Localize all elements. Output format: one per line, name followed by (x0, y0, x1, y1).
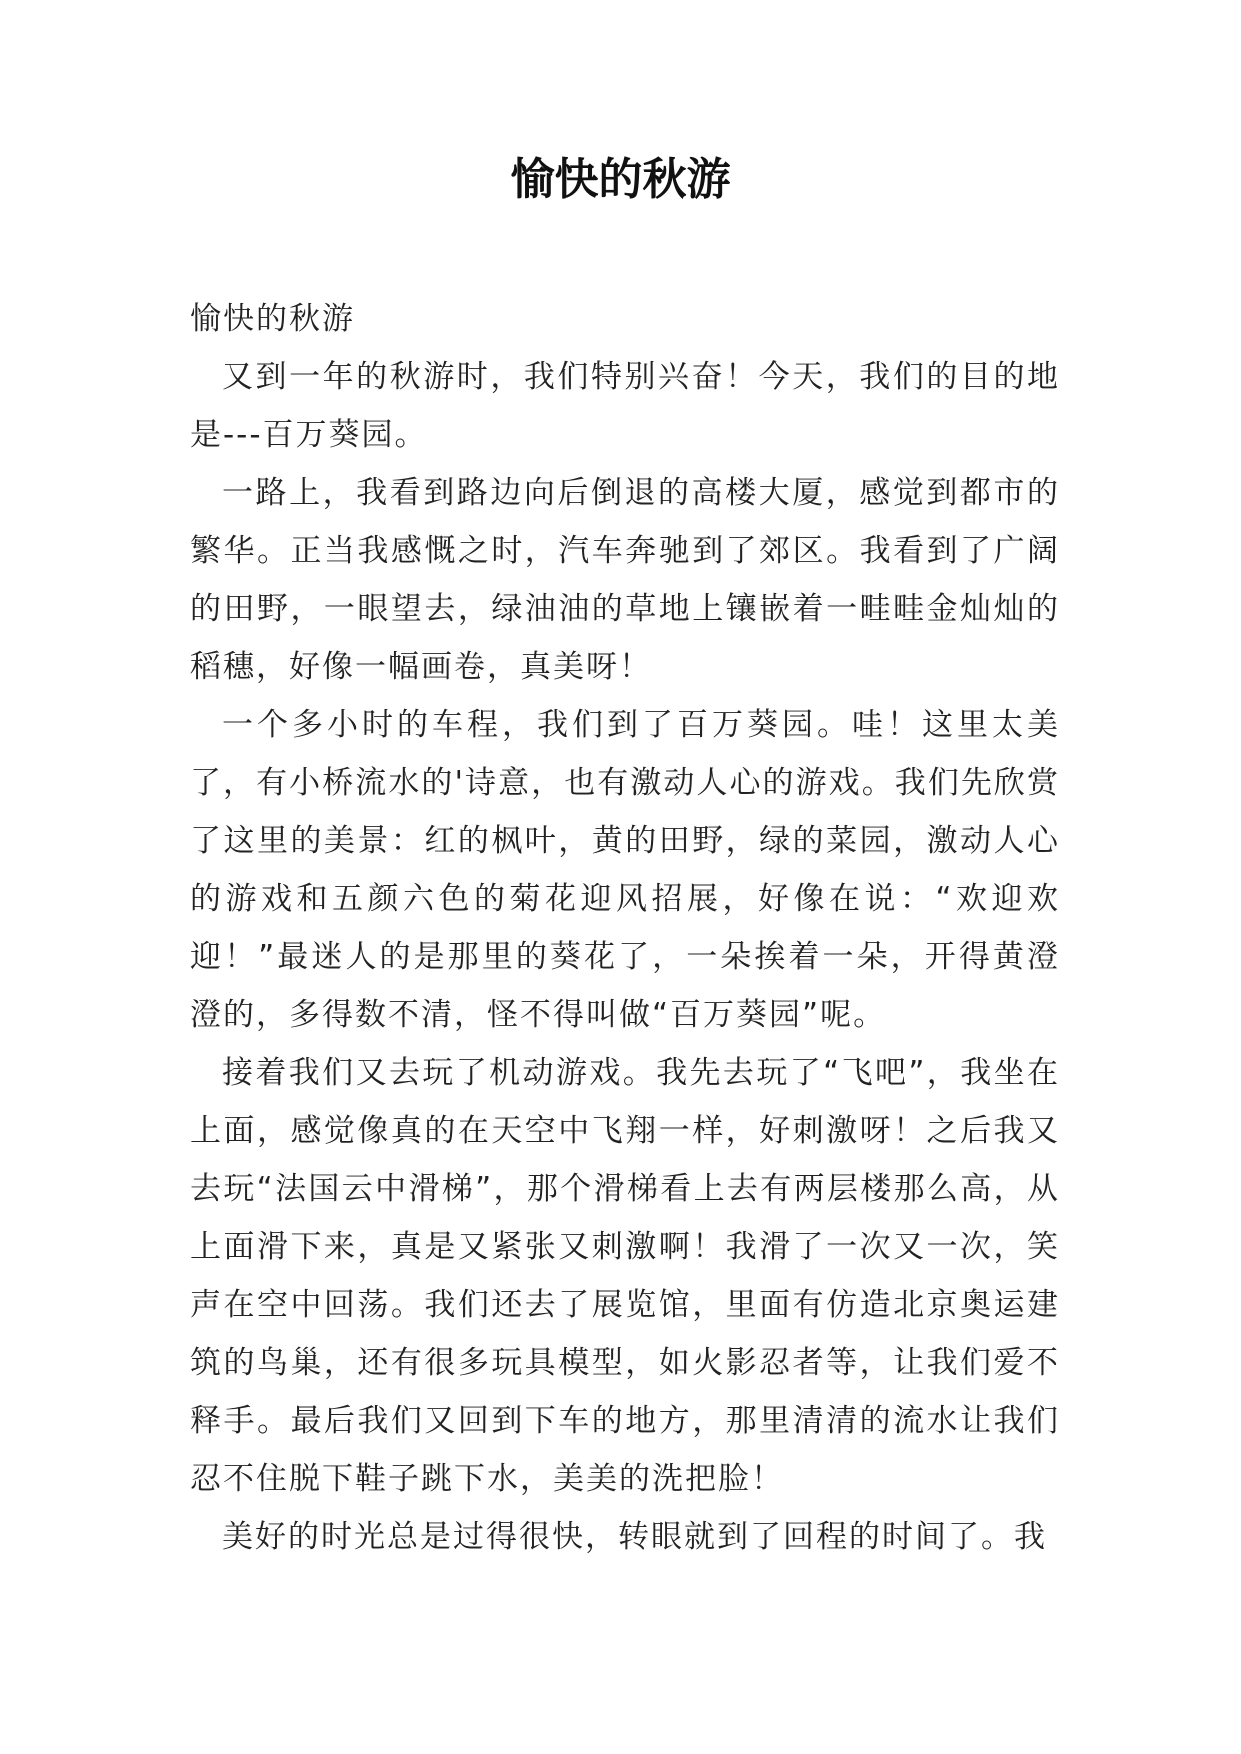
paragraph-2: 一路上，我看到路边向后倒退的高楼大厦，感觉到都市的繁华。正当我感慨之时，汽车奔驰到了郊区。我看到了广阔的田野，一眼望去，绿油油的草地上镶嵌着一畦畦金灿灿的稻穗，好像一幅画卷，真美呀！ (190, 475, 1060, 685)
document-subtitle: 愉快的秋游 (190, 301, 355, 337)
paragraph-5: 美好的时光总是过得很快，转眼就到了回程的时间了。我 (222, 1519, 1047, 1555)
document-title: 愉快的秋游 (510, 154, 731, 205)
paragraph-3: 一个多小时的车程，我们到了百万葵园。哇！这里太美了，有小桥流水的'诗意，也有激动人心的游戏。我们先欣赏了这里的美景：红的枫叶，黄的田野，绿的菜园，激动人心的游戏和五颜六色的菊花迎风招展，好像在说：“欢迎欢迎！”最迷人的是那里的葵花了，一朵挨着一朵，开得黄澄澄的，多得数不清，怪不得叫做“百万葵园”呢。 (190, 707, 1060, 1033)
document-body (190, 290, 1060, 1566)
paragraph-1: 又到一年的秋游时，我们特别兴奋！今天，我们的目的地是---百万葵园。 (190, 359, 1060, 453)
paragraph-4: 接着我们又去玩了机动游戏。我先去玩了“飞吧”，我坐在上面，感觉像真的在天空中飞翔一样，好刺激呀！之后我又去玩“法国云中滑梯”，那个滑梯看上去有两层楼那么高，从上面滑下来，真是又紧张又刺激啊！我滑了一次又一次，笑声在空中回荡。我们还去了展览馆，里面有仿造北京奥运建筑的鸟巢，还有很多玩具模型，如火影忍者等，让我们爱不释手。最后我们又回到下车的地方，那里清清的流水让我们忍不住脱下鞋子跳下水，美美的洗把脸！ (190, 1055, 1060, 1497)
